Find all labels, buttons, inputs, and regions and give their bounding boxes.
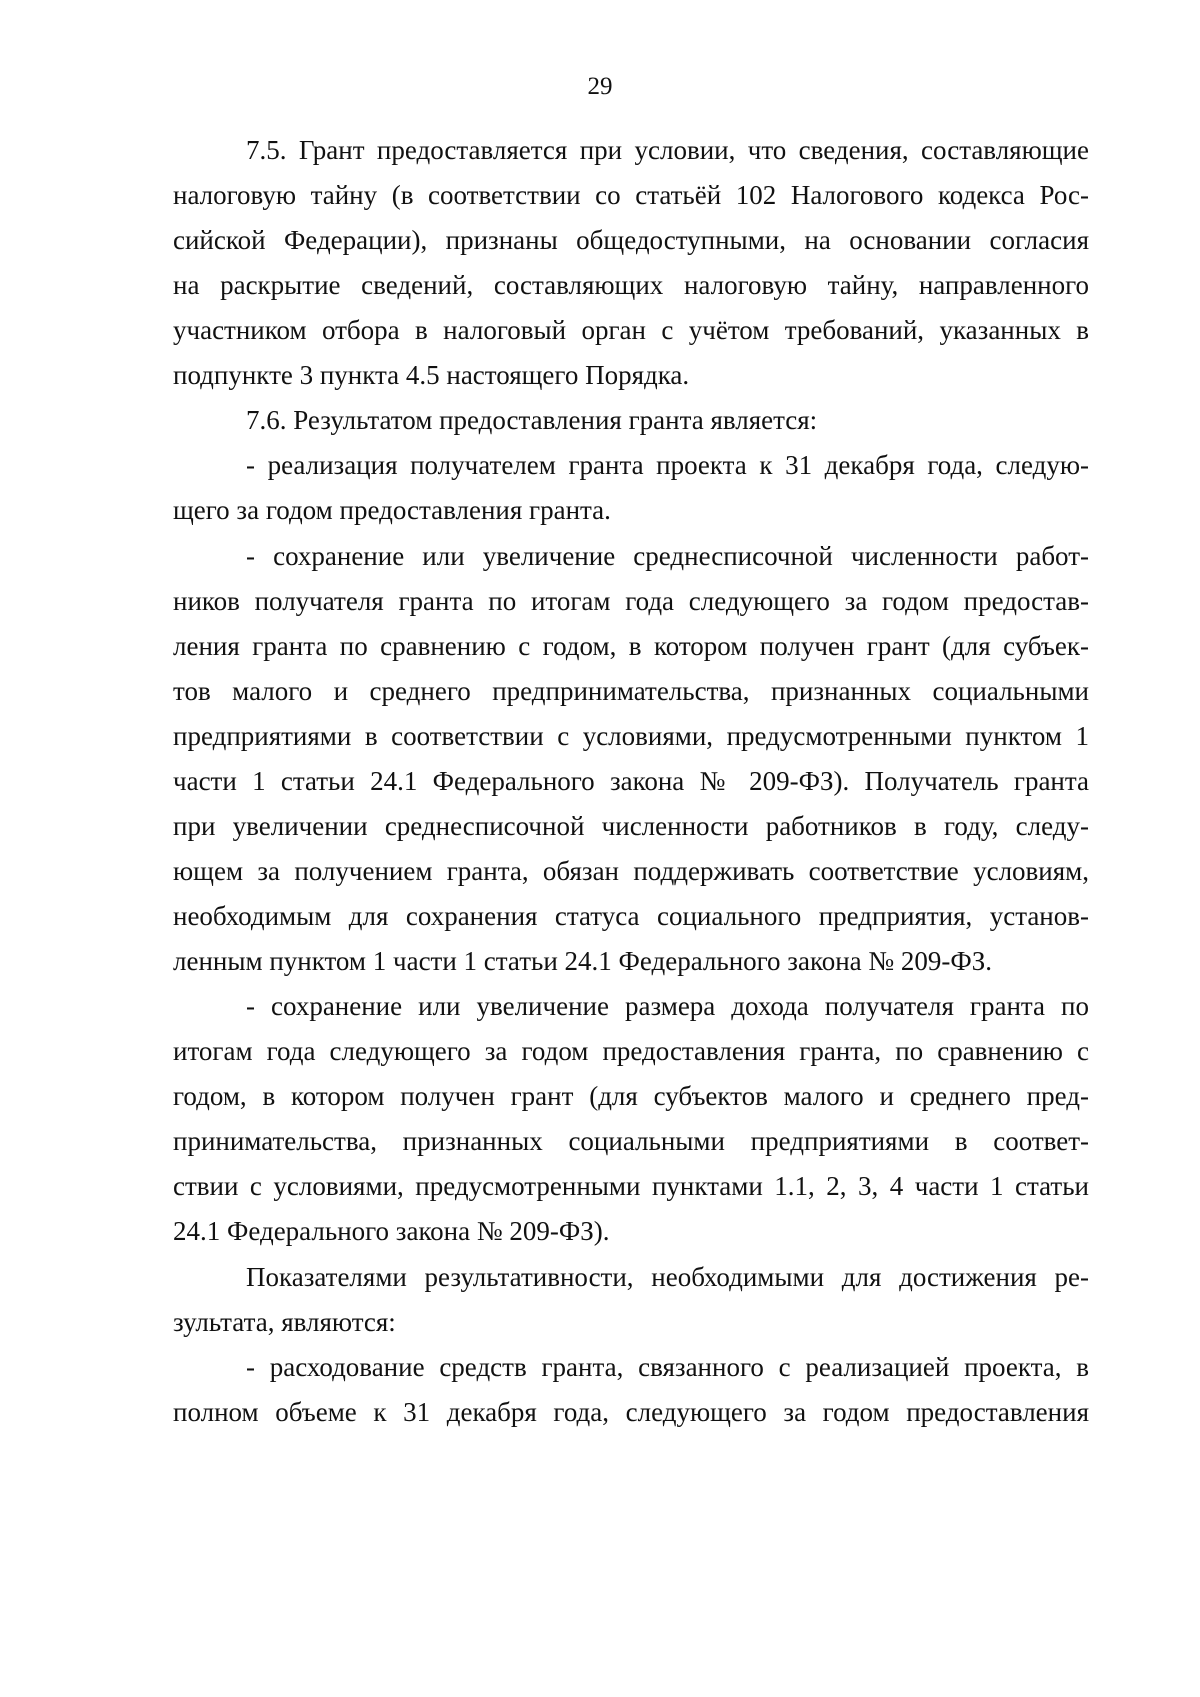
text-line: - сохранение или увеличение размера дохода получателя гранта по	[246, 991, 1089, 1021]
text-line: - реализация получателем гранта проекта к 31 декабря года, следую-	[246, 450, 1089, 480]
text-line: итогам года следующего за годом предоставления гранта, по сравнению с	[173, 1036, 1089, 1066]
text-line: предприятиями в соответствии с условиями, предусмотренными пунктом 1	[173, 721, 1089, 751]
page-number: 29	[587, 73, 613, 100]
text-line: - сохранение или увеличение среднесписочной численности работ-	[246, 541, 1089, 571]
text-line: необходимым для сохранения статуса социального предприятия, установ-	[173, 901, 1089, 931]
text-line: Показателями результативности, необходимыми для достижения ре-	[246, 1262, 1089, 1292]
text-line: налоговую тайну (в соответствии со статьёй 102 Налогового кодекса Рос-	[173, 180, 1089, 210]
text-line: при увеличении среднесписочной численности работников в году, следу-	[173, 811, 1089, 841]
text-line: ствии с условиями, предусмотренными пунктами 1.1, 2, 3, 4 части 1 статьи	[173, 1171, 1089, 1201]
text-line: щего за годом предоставления гранта.	[173, 495, 611, 525]
text-line: тов малого и среднего предпринимательства, признанных социальными	[173, 676, 1089, 706]
text-line: ления гранта по сравнению с годом, в котором получен грант (для субъек-	[173, 631, 1089, 661]
text-line: полном объеме к 31 декабря года, следующего за годом предоставления	[173, 1397, 1089, 1427]
text-line: на раскрытие сведений, составляющих налоговую тайну, направленного	[173, 270, 1089, 300]
text-line: подпункте 3 пункта 4.5 настоящего Порядка.	[173, 360, 690, 390]
text-line: ленным пунктом 1 части 1 статьи 24.1 Федерального закона № 209-ФЗ.	[173, 946, 992, 976]
text-line: принимательства, признанных социальными предприятиями в соответ-	[173, 1126, 1089, 1156]
text-line: части 1 статьи 24.1 Федерального закона № 209-ФЗ). Получатель гранта	[173, 766, 1089, 796]
text-line: 24.1 Федерального закона № 209-ФЗ).	[173, 1216, 610, 1246]
text-line: - расходование средств гранта, связанного с реализацией проекта, в	[246, 1352, 1089, 1382]
text-line: 7.6. Результатом предоставления гранта является:	[246, 405, 818, 435]
text-line: сийской Федерации), признаны общедоступными, на основании согласия	[173, 225, 1089, 255]
text-line: ников получателя гранта по итогам года следующего за годом предостав-	[173, 586, 1089, 616]
text-line: 7.5. Грант предоставляется при условии, что сведения, составляющие	[246, 135, 1089, 165]
text-line: участником отбора в налоговый орган с учётом требований, указанных в	[173, 315, 1089, 345]
text-line: ющем за получением гранта, обязан поддерживать соответствие условиям,	[173, 856, 1089, 886]
text-line: зультата, являются:	[173, 1307, 396, 1337]
text-line: годом, в котором получен грант (для субъектов малого и среднего пред-	[173, 1081, 1089, 1111]
